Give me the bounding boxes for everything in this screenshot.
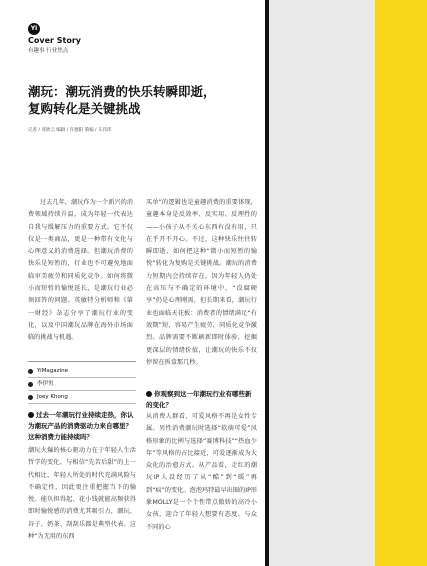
- answer-2: 从消费人群看，可爱风格不再是女性专属。男性消费潮玩时选择“软萌可爱”风格形象的比例与选择“赛博科技”“热血少年”等风格的占比接近，可爱逐渐成为大众化的治愈方式。从产品看，走红的潮玩IP人设经历了从“酷”到“暖”再到“疯”的变化。泡泡玛特最早出圈的IP形象MOLLY是一个个性带点傲娇的高冷小女孩，迎合了年轻人想要有态度、与众不同的心: [146, 413, 257, 531]
- page-divider: [265, 0, 269, 566]
- question-icon: [28, 412, 34, 418]
- cover-story-label: Cover Story: [28, 36, 81, 45]
- yellow-accent-bar: [375, 0, 427, 566]
- bullet-icon: [28, 369, 33, 374]
- question-icon: [146, 391, 152, 397]
- answer-1: 潮玩火爆的核心驱动力在于年轻人生活哲学的变化。与相信“先苦后甜”的上一代相比，年轻人所处的时代充满风险与不确定性，因此更注重把握当下的愉悦。能负担得起、花小钱就能高频获得即时愉悦感的消费尤其吸引力，潮玩、谷子、奶茶、刮刮乐都是典型代表。这种“为无用的东西: [28, 447, 136, 541]
- article-title: [28, 83, 258, 117]
- yi-logo-icon: YI: [28, 23, 40, 35]
- names-top-divider: [28, 361, 136, 362]
- bullet-icon: [28, 382, 33, 387]
- list-item: [28, 365, 136, 378]
- intro-paragraph: 过去几年，潮玩作为一个新兴的消费领域持续升温，成为年轻一代表达自我与缓解压力的重要方式。它不仅仅是一类商品，更是一种带有文化与心理意义的消费选择。但潮玩消费的快乐是短暂的，行业也不可避免地面临审美疲劳和同质化竞争。如何将微小而短暂的愉悦延长，是潮玩行业必须回答的问题。英敏特分析师和《第一财经》杂志分享了潮玩行业的变化，以及中国潮玩品牌在海外市场面临的挑战与机遇。: [28, 199, 133, 342]
- name-label: YiMagazine: [37, 368, 68, 374]
- title-line-1: 潮玩：潮玩消费的快乐转瞬即逝，: [28, 84, 216, 99]
- list-item: [28, 391, 136, 404]
- title-line-2: 复购转化是关键挑战: [28, 101, 141, 116]
- bullet-icon: [28, 395, 33, 400]
- question-1: [28, 410, 136, 443]
- name-label: 李伊男: [37, 381, 54, 387]
- question-1-text: 过去一年潮玩行业持续走热，你认为潮玩产品的消费驱动力来自哪里？这种消费力能持续吗？: [28, 411, 134, 441]
- list-item: [28, 378, 136, 391]
- question-2: [146, 389, 257, 411]
- continued-paragraph: 买单”的逻辑也是童趣消费的重要体现，童趣本身是反效率、反实用、反理性的——小孩子从不关心东西有没有用，只在乎开不开心。不过，这种快乐往往转瞬即逝，如何把这种“微小而短暂的愉悦”转化为复购是关键挑战。潮玩的消费力短期内会持续存在，因为年轻人仍处在高压与不确定的环境中，“没腐硬享”仍是心理刚需，但长期来看，潮玩行业也面临天花板：消费者的情绪满足“有效期”短，容易产生疲劳，同质化竞争激烈。品牌需要不断刷新即时体验，挖掘更深层的情绪价值，让潮玩的快乐不仅停留在拆盒那几秒。: [146, 199, 257, 366]
- interviewee-list: [28, 365, 136, 404]
- question-2-text: 你观察到这一年潮玩行业有哪些新的变化？: [146, 390, 252, 409]
- section-subtitle: 有趣事 行业焦点: [28, 48, 69, 54]
- article-credits: 记者 / 邓欣云 编辑 / 许德阳 策编 / 车玮玮: [28, 128, 112, 133]
- name-label: Joey Khong: [37, 394, 68, 400]
